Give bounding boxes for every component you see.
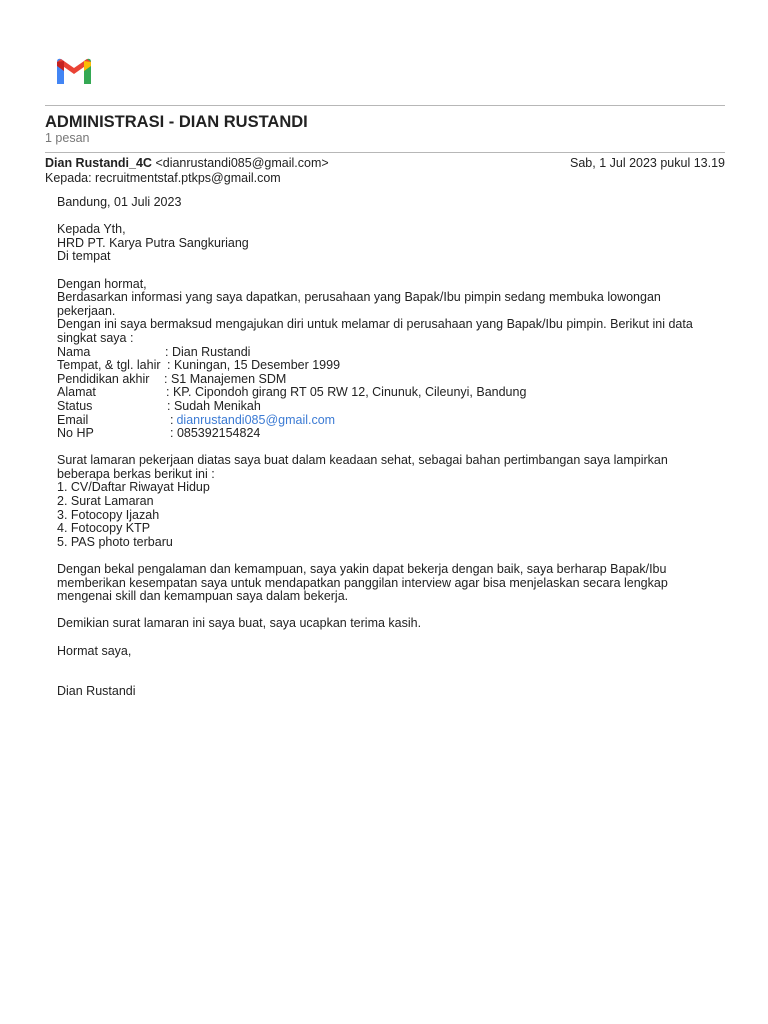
detail-label: Tempat, & tgl. lahir <box>57 358 161 373</box>
attachment-item: 4. Fotocopy KTP <box>57 521 151 536</box>
detail-row <box>57 400 717 414</box>
detail-value: : KP. Cipondoh girang RT 05 RW 12, Cinunuk, Cileunyi, Bandung <box>166 385 527 400</box>
detail-value: : S1 Manajemen SDM <box>164 371 287 386</box>
detail-row <box>57 346 717 360</box>
intro-text: singkat saya : <box>57 330 134 345</box>
sender-line <box>45 157 329 171</box>
sender-email: <dianrustandi085@gmail.com> <box>155 156 329 170</box>
signoff: Hormat saya, <box>57 643 132 658</box>
closing-text: mengenai skill dan kemampuan saya dalam bekerja. <box>57 589 349 604</box>
detail-label: Alamat <box>57 385 96 400</box>
intro-text: Berdasarkan informasi yang saya dapatkan, perusahaan yang Bapak/Ibu pimpin sedang membuka lowongan <box>57 290 661 305</box>
detail-row <box>57 373 717 387</box>
closing-text: memberikan kesempatan saya untuk mendapatkan panggilan interview agar bisa menjelaskan secara lengkap <box>57 575 668 590</box>
attachment-item: 1. CV/Daftar Riwayat Hidup <box>57 480 210 495</box>
recipient-line: Kepada: recruitmentstaf.ptkps@gmail.com <box>45 171 281 185</box>
closing-block <box>57 563 717 604</box>
intro-text: Dengan ini saya bermaksud mengajukan diri untuk melamar di perusahaan yang Bapak/Ibu pimpin. Berikut ini data <box>57 317 693 332</box>
attachment-block <box>57 454 717 549</box>
message-count: 1 pesan <box>45 131 90 145</box>
closing-text: Dengan bekal pengalaman dan kemampuan, saya yakin dapat bekerja dengan baik, saya berharap Bapak/Ibu <box>57 562 667 577</box>
attachment-item: 3. Fotocopy Ijazah <box>57 507 160 522</box>
attachment-intro: Surat lamaran pekerjaan diatas saya buat dalam keadaan sehat, sebagai bahan pertimbangan saya lampirkan <box>57 453 668 468</box>
detail-value: : 085392154824 <box>170 426 261 441</box>
attachment-item: 5. PAS photo terbaru <box>57 534 173 549</box>
detail-value: : Sudah Menikah <box>167 398 261 413</box>
detail-row <box>57 386 717 400</box>
intro-text: pekerjaan. <box>57 303 116 318</box>
detail-label: Pendidikan akhir <box>57 371 150 386</box>
thanks-text: Demikian surat lamaran ini saya buat, saya ucapkan terima kasih. <box>57 616 422 631</box>
addressee-line: HRD PT. Karya Putra Sangkuriang <box>57 235 249 250</box>
detail-value: : Dian Rustandi <box>165 344 251 359</box>
sender-name: Dian Rustandi_4C <box>45 156 152 170</box>
email-body <box>57 196 717 712</box>
addressee-line: Di tempat <box>57 249 111 264</box>
sent-date: Sab, 1 Jul 2023 pukul 13.19 <box>570 156 725 170</box>
detail-label: Email <box>57 412 89 427</box>
detail-value: : Kuningan, 15 Desember 1999 <box>167 358 341 373</box>
addressee-block <box>57 223 717 264</box>
detail-label: Nama <box>57 344 91 359</box>
email-link[interactable]: dianrustandi085@gmail.com <box>176 412 336 427</box>
header-divider <box>45 105 725 106</box>
attachment-item: 2. Surat Lamaran <box>57 494 154 509</box>
detail-label: Status <box>57 398 93 413</box>
gmail-logo-icon <box>54 56 94 84</box>
attachment-intro: beberapa berkas berikut ini : <box>57 466 215 481</box>
email-subject: ADMINISTRASI - DIAN RUSTANDI <box>45 113 308 131</box>
detail-row <box>57 359 717 373</box>
greeting: Dengan hormat, <box>57 276 147 291</box>
signature-name: Dian Rustandi <box>57 684 136 699</box>
detail-label: No HP <box>57 426 94 441</box>
place-date: Bandung, 01 Juli 2023 <box>57 195 182 209</box>
detail-value: : <box>170 412 174 427</box>
intro-block <box>57 278 717 441</box>
addressee-line: Kepada Yth, <box>57 222 126 237</box>
thread-divider <box>45 152 725 153</box>
detail-row <box>57 427 717 441</box>
detail-row <box>57 414 717 428</box>
